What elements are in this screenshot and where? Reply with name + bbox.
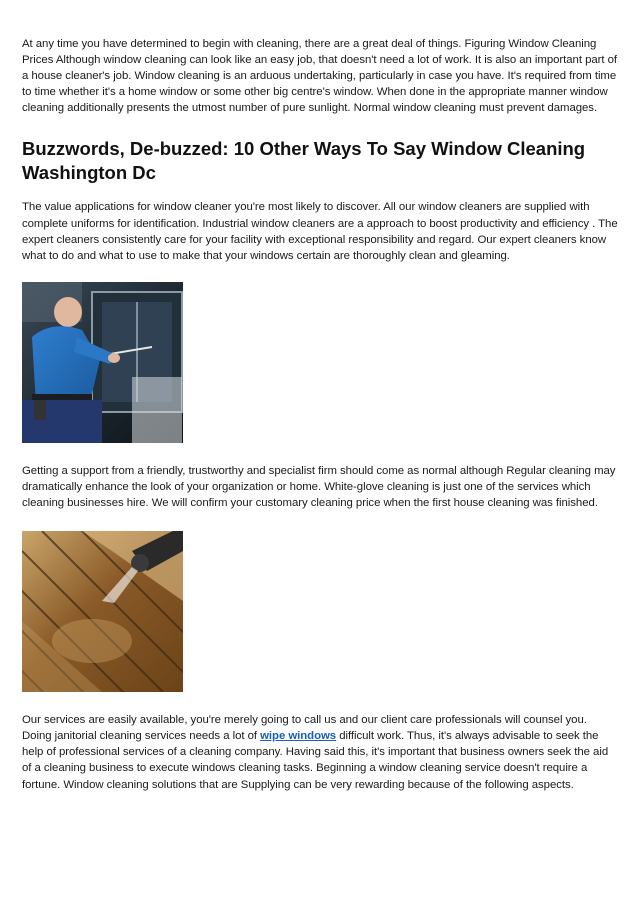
services-paragraph [22,712,618,792]
value-paragraph: The value applications for window cleaner you're most likely to discover. All our window cleaners are supplied with complete uniforms for identification. Industrial window cleaners are a approach to boost productivity and efficiency . The expert cleaners consistently care for your facility with exceptional responsibility and regard. Our expert cleaners know what to do and what to use to make that your windows certain are thoroughly clean and gleaming. [22,201,618,262]
window-washer-photo [22,282,183,443]
document-page [22,36,618,793]
services-text-start: Our services are easily available, you're merely going to call us and our client care professionals will counsel you. Doing janitorial cleaning services needs a lot of [22,714,587,743]
section-heading: Buzzwords, De-buzzed: 10 Other Ways To Say Window Cleaning Washington Dc [22,138,586,184]
wipe-windows-link[interactable]: wipe windows [260,730,337,743]
intro-paragraph: At any time you have determined to begin with cleaning, there are a great deal of things. Figuring Window Cleaning Prices Although window cleaning can look like an easy job, that doesn't need a lot of work. It is also an important part of a house cleaner's job. Window cleaning is an arduous undertaking, particularly in case you have. It's required from time to time whether it's a home window or some other big centre's window. When done in the appropriate manner window cleaning additionally presents the utmost number of pure sunlight. Normal window cleaning must prevent damages. [22,38,618,115]
support-paragraph: Getting a support from a friendly, trustworthy and specialist firm should come as normal although Regular cleaning may dramatically enhance the look of your organization or home. White-glove cleaning is just one of the services which cleaning businesses hire. We will confirm your customary cleaning price when the first house cleaning was finished. [22,464,616,510]
pressure-washing-deck-photo [22,531,183,692]
services-text-end: difficult work. Thus, it's always advisable to seek the help of professional services of a cleaning company. Having said this, it's important that business owners seek the aid of a cleaning business to execute windows cleaning tasks. Beginning a window cleaning service doesn't require a fortune. Window cleaning solutions that are Supplying can be very rewarding because of the following aspects. [22,730,609,791]
